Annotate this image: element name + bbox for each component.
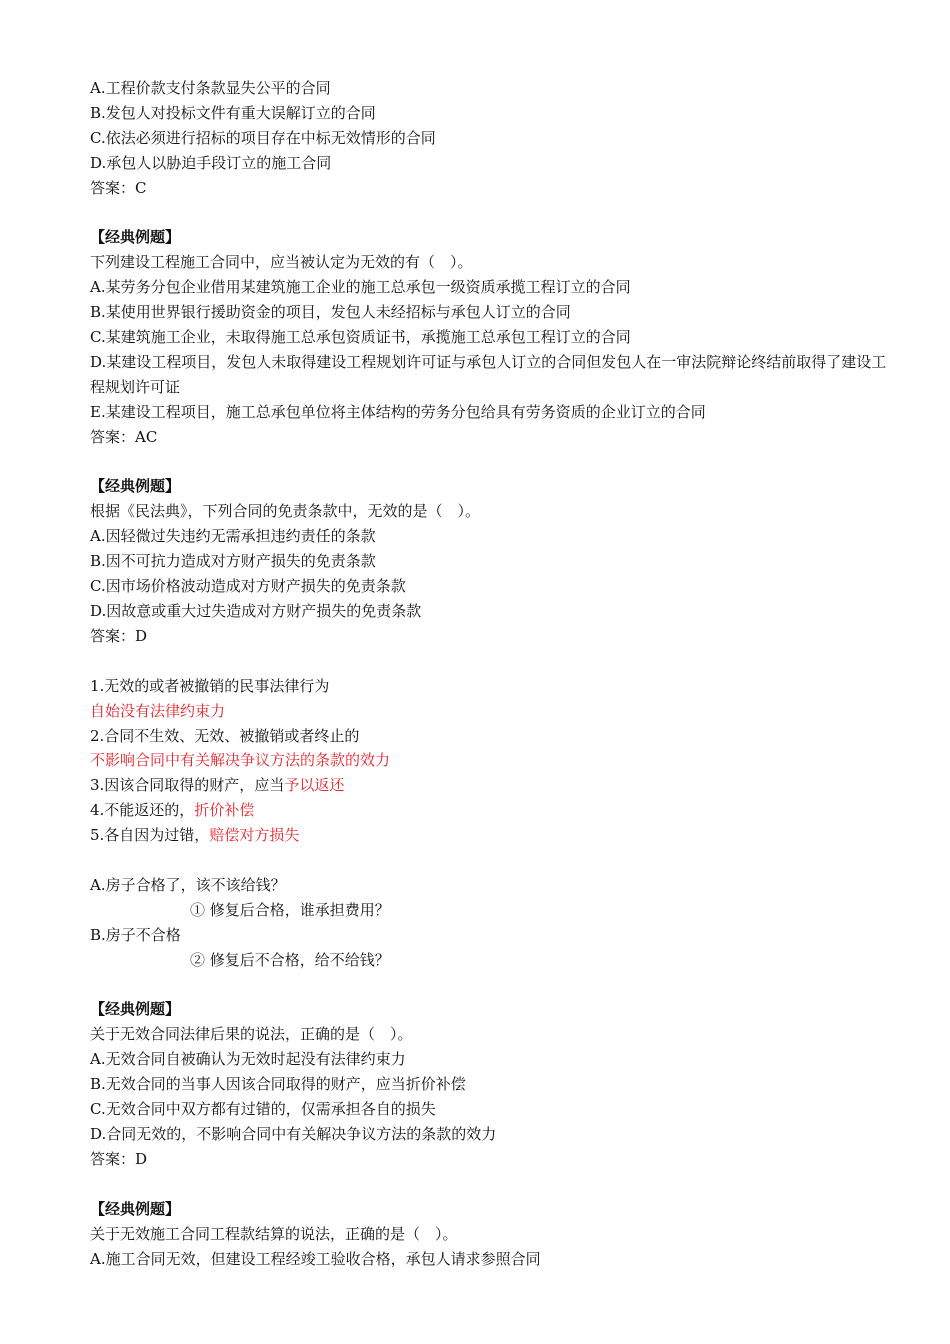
note-2: 2.合同不生效、无效、被撤销或者终止的 xyxy=(90,726,360,745)
option-c: C.依法必须进行招标的项目存在中标无效情形的合同 xyxy=(90,128,436,147)
note-1-highlight: 自始没有法律约束力 xyxy=(90,701,226,720)
note-3 xyxy=(90,773,890,798)
option-c: C.某建筑施工企业，未取得施工总承包资质证书，承揽施工总承包工程订立的合同 xyxy=(90,328,631,347)
note-5-highlight: 赔偿对方损失 xyxy=(209,826,300,845)
option-b: B.无效合同的当事人因该合同取得的财产，应当折价补偿 xyxy=(90,1075,466,1094)
house-b-sub: ② 修复后不合格，给不给钱？ xyxy=(190,950,390,969)
question-stem: 关于无效合同法律后果的说法，正确的是（ ）。 xyxy=(90,1025,413,1044)
question-stem: 根据《民法典》，下列合同的免责条款中，无效的是（ ）。 xyxy=(90,502,481,521)
example-title: 【经典例题】 xyxy=(90,477,181,496)
option-d: D.承包人以胁迫手段订立的施工合同 xyxy=(90,153,332,172)
option-a: A.某劳务分包企业借用某建筑施工企业的施工总承包一级资质承揽工程订立的合同 xyxy=(90,278,631,297)
house-a: A.房子合格了，该不该给钱？ xyxy=(90,875,286,894)
note-3-highlight: 予以返还 xyxy=(284,776,345,795)
option-a: A.施工合同无效，但建设工程经竣工验收合格，承包人请求参照合同 xyxy=(90,1249,541,1268)
note-4-text: 4.不能返还的， xyxy=(90,801,195,820)
house-b: B.房子不合格 xyxy=(90,925,181,944)
option-c: C.无效合同中双方都有过错的，仅需承担各自的损失 xyxy=(90,1100,436,1119)
option-d: D.某建设工程项目，发包人未取得建设工程规划许可证与承包人订立的合同但发包人在一审法院辩论终结前取得了建设工程规划许可证 xyxy=(90,352,887,396)
answer: 答案：D xyxy=(90,1149,148,1168)
question-stem: 关于无效施工合同工程款结算的说法，正确的是（ ）。 xyxy=(90,1224,458,1243)
answer: 答案：AC xyxy=(90,427,158,446)
option-a: A.无效合同自被确认为无效时起没有法律约束力 xyxy=(90,1050,406,1069)
answer: 答案：D xyxy=(90,626,148,645)
option-b: B.因不可抗力造成对方财产损失的免责条款 xyxy=(90,552,376,571)
note-4 xyxy=(90,798,890,823)
example-title: 【经典例题】 xyxy=(90,1000,181,1019)
note-2-highlight: 不影响合同中有关解决争议方法的条款的效力 xyxy=(90,751,391,770)
note-5-text: 5.各自因为过错， xyxy=(90,826,210,845)
example-title: 【经典例题】 xyxy=(90,1199,181,1218)
option-d: D.合同无效的，不影响合同中有关解决争议方法的条款的效力 xyxy=(90,1124,497,1143)
option-c: C.因市场价格波动造成对方财产损失的免责条款 xyxy=(90,577,406,596)
option-b: B.发包人对投标文件有重大误解订立的合同 xyxy=(90,103,376,122)
house-a-sub: ① 修复后合格，谁承担费用？ xyxy=(190,900,390,919)
example-title: 【经典例题】 xyxy=(90,228,181,247)
note-4-highlight: 折价补偿 xyxy=(194,801,255,820)
note-5 xyxy=(90,823,890,848)
option-b: B.某使用世界银行援助资金的项目，发包人未经招标与承包人订立的合同 xyxy=(90,303,571,322)
option-a: A.工程价款支付条款显失公平的合同 xyxy=(90,79,331,97)
question-stem: 下列建设工程施工合同中，应当被认定为无效的有（ ）。 xyxy=(90,253,473,272)
option-e: E.某建设工程项目，施工总承包单位将主体结构的劳务分包给具有劳务资质的企业订立的合同 xyxy=(90,402,706,421)
option-d: D.因故意或重大过失造成对方财产损失的免责条款 xyxy=(90,602,422,620)
answer: 答案：C xyxy=(90,178,147,197)
option-a: A.因轻微过失违约无需承担违约责任的条款 xyxy=(90,527,376,546)
note-3-text: 3.因该合同取得的财产，应当 xyxy=(90,776,285,795)
document-page xyxy=(90,76,890,1271)
note-1: 1.无效的或者被撤销的民事法律行为 xyxy=(90,676,330,695)
